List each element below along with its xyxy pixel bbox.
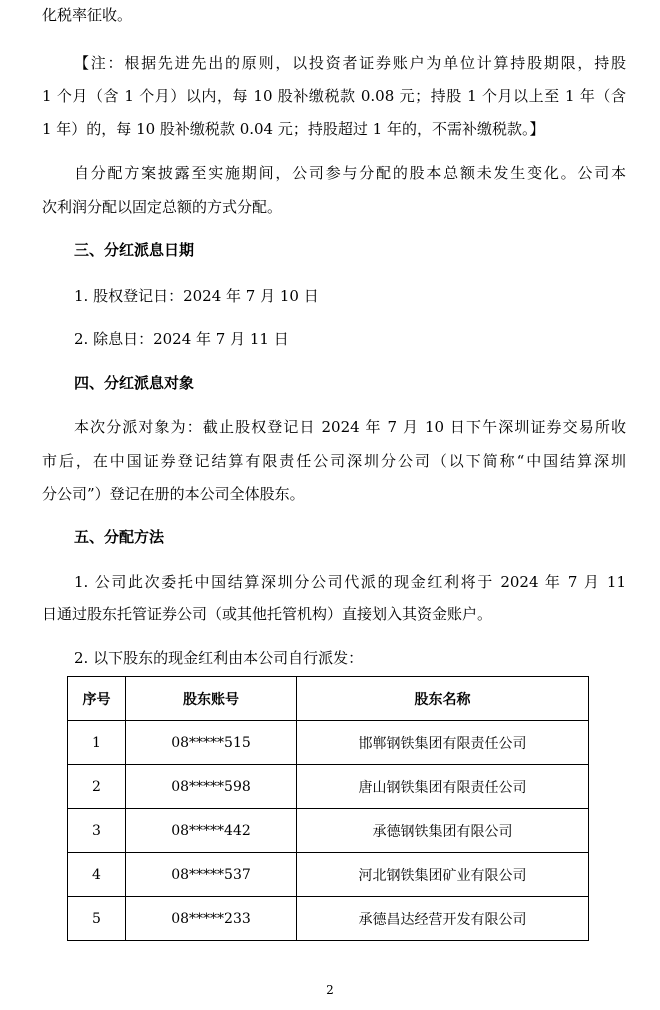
shareholder-name: 邯郸钢铁集团有限责任公司 bbox=[297, 721, 589, 765]
shareholder-name: 承德昌达经营开发有限公司 bbox=[297, 897, 589, 941]
account-number: 08*****515 bbox=[126, 721, 297, 765]
list-item: 2. 以下股东的现金红利由本公司自行派发： bbox=[74, 649, 364, 667]
table-row bbox=[68, 721, 589, 765]
table-row bbox=[68, 765, 589, 809]
table-row bbox=[68, 809, 589, 853]
column-header: 股东名称 bbox=[297, 677, 589, 721]
row-index: 3 bbox=[68, 809, 126, 853]
account-number: 08*****442 bbox=[126, 809, 297, 853]
table-row bbox=[68, 853, 589, 897]
paragraph-line: 1. 公司此次委托中国结算深圳分公司代派的现金红利将于 2024 年 7 月 11 bbox=[74, 573, 626, 591]
row-index: 1 bbox=[68, 721, 126, 765]
note-line: 1 年）的，每 10 股补缴税款 0.04 元；持股超过 1 年的，不需补缴税款。】 bbox=[42, 120, 545, 138]
paragraph-line: 市后，在中国证券登记结算有限责任公司深圳分公司（以下简称“中国结算深圳 bbox=[42, 452, 626, 470]
column-header: 股东账号 bbox=[126, 677, 297, 721]
shareholder-name: 承德钢铁集团有限公司 bbox=[297, 809, 589, 853]
paragraph-line: 日通过股东托管证券公司（或其他托管机构）直接划入其资金账户。 bbox=[42, 605, 493, 623]
row-index: 2 bbox=[68, 765, 126, 809]
column-header: 序号 bbox=[68, 677, 126, 721]
paragraph-line: 自分配方案披露至实施期间，公司参与分配的股本总额未发生变化。公司本 bbox=[74, 164, 626, 182]
note-line: 1 个月（含 1 个月）以内，每 10 股补缴税款 0.08 元；持股 1 个月以上至 1 年（含 bbox=[42, 87, 626, 105]
account-number: 08*****233 bbox=[126, 897, 297, 941]
list-item: 1. 股权登记日：2024 年 7 月 10 日 bbox=[74, 287, 319, 305]
section-heading: 四、分红派息对象 bbox=[74, 374, 195, 392]
table-header-row bbox=[68, 677, 589, 721]
row-index: 4 bbox=[68, 853, 126, 897]
section-heading: 五、分配方法 bbox=[74, 528, 165, 546]
shareholder-table bbox=[67, 676, 589, 941]
page-number: 2 bbox=[326, 983, 334, 997]
note-line: 【注：根据先进先出的原则，以投资者证券账户为单位计算持股期限，持股 bbox=[74, 54, 626, 72]
paragraph-line: 化税率征收。 bbox=[42, 6, 133, 24]
paragraph-line: 本次分派对象为：截止股权登记日 2024 年 7 月 10 日下午深圳证券交易所收 bbox=[74, 418, 626, 436]
shareholder-name: 河北钢铁集团矿业有限公司 bbox=[297, 853, 589, 897]
shareholder-name: 唐山钢铁集团有限责任公司 bbox=[297, 765, 589, 809]
table-row bbox=[68, 897, 589, 941]
account-number: 08*****537 bbox=[126, 853, 297, 897]
row-index: 5 bbox=[68, 897, 126, 941]
account-number: 08*****598 bbox=[126, 765, 297, 809]
section-heading: 三、分红派息日期 bbox=[74, 241, 195, 259]
paragraph-line: 次利润分配以固定总额的方式分配。 bbox=[42, 198, 283, 216]
list-item: 2. 除息日：2024 年 7 月 11 日 bbox=[74, 330, 289, 348]
paragraph-line: 分公司”）登记在册的本公司全体股东。 bbox=[42, 485, 305, 503]
